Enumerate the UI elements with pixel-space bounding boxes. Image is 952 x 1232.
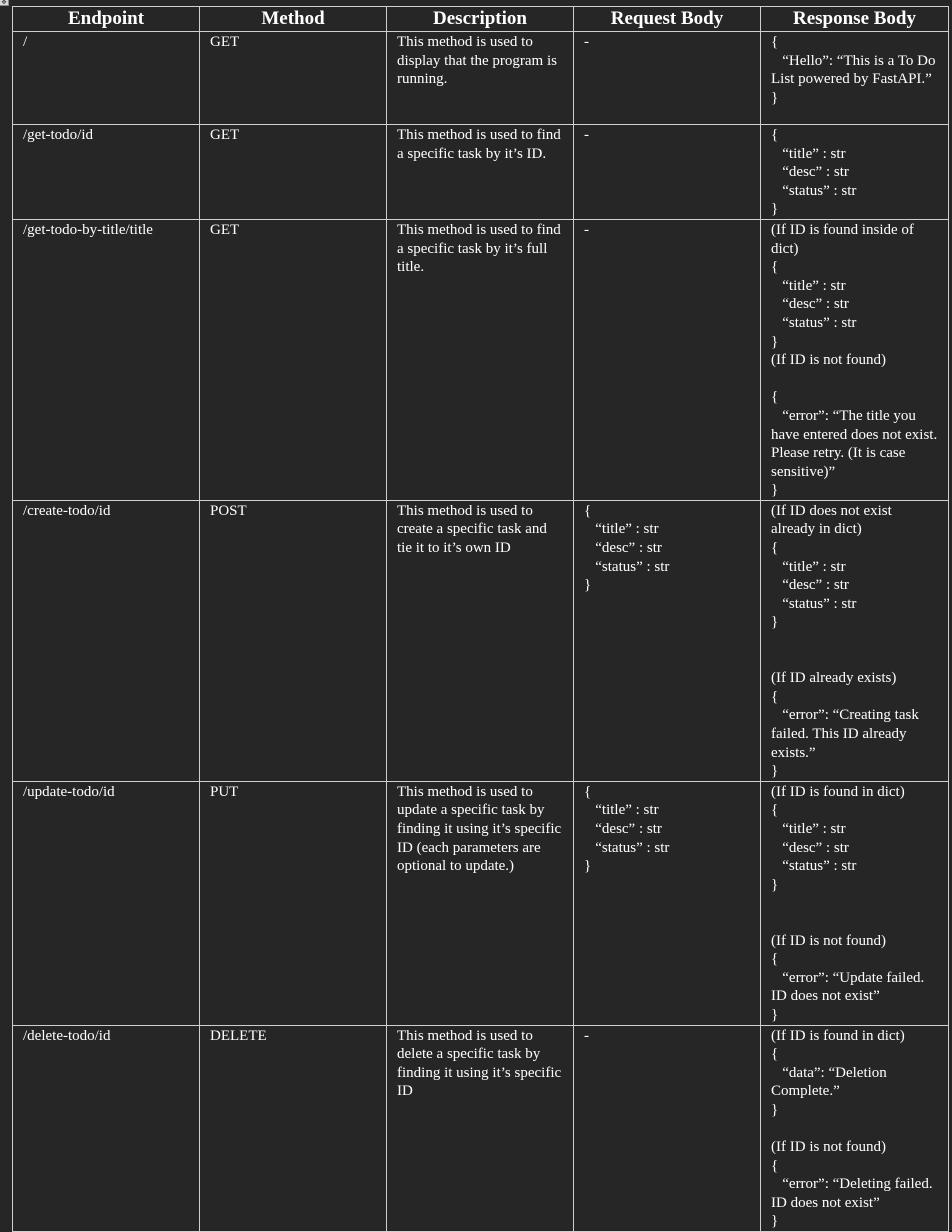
cell-response-body[interactable]: (If ID does not exist already in dict) { “title” : str “desc” : str “status” : str } (If ID already exists) { “error”: “Creating task failed. This ID already exists.” } <box>761 500 949 781</box>
cell-method[interactable]: PUT <box>200 781 387 1025</box>
table-row <box>13 125 949 220</box>
table-row <box>13 219 949 500</box>
header-endpoint: Endpoint <box>13 7 200 32</box>
header-response-body: Response Body <box>761 7 949 32</box>
cell-response-body[interactable]: (If ID is found in dict) { “title” : str “desc” : str “status” : str } (If ID is not found) { “error”: “Update failed. ID does not exist” } <box>761 781 949 1025</box>
cell-endpoint[interactable]: /create-todo/id <box>13 500 200 781</box>
cell-endpoint[interactable]: /get-todo-by-title/title <box>13 219 200 500</box>
table-row <box>13 500 949 781</box>
cell-response-body[interactable]: (If ID is found in dict) { “data”: “Deletion Complete.” } (If ID is not found) { “error”: “Deleting failed. ID does not exist” } <box>761 1025 949 1232</box>
table-move-handle[interactable]: ✥ <box>0 0 9 6</box>
table-row <box>13 781 949 1025</box>
header-method: Method <box>200 7 387 32</box>
api-endpoints-table <box>12 6 949 1232</box>
cell-response-body[interactable]: (If ID is found inside of dict) { “title” : str “desc” : str “status” : str } (If ID is not found) { “error”: “The title you have entered does not exist. Please retry. (It is case sensitive)” } <box>761 219 949 500</box>
cell-description[interactable]: This method is used to find a specific task by it’s full title. <box>387 219 574 500</box>
table-row <box>13 1025 949 1232</box>
cell-description[interactable]: This method is used to display that the program is running. <box>387 32 574 125</box>
cell-request-body[interactable]: - <box>574 219 761 500</box>
cell-response-body[interactable]: { “title” : str “desc” : str “status” : str } <box>761 125 949 220</box>
cell-method[interactable]: GET <box>200 32 387 125</box>
header-description: Description <box>387 7 574 32</box>
cell-description[interactable]: This method is used to create a specific task and tie it to it’s own ID <box>387 500 574 781</box>
cell-endpoint[interactable]: /delete-todo/id <box>13 1025 200 1232</box>
cell-description[interactable]: This method is used to find a specific task by it’s ID. <box>387 125 574 220</box>
cell-response-body[interactable]: { “Hello”: “This is a To Do List powered by FastAPI.” } <box>761 32 949 125</box>
cell-method[interactable]: DELETE <box>200 1025 387 1232</box>
table-row <box>13 32 949 125</box>
cell-endpoint[interactable]: /get-todo/id <box>13 125 200 220</box>
cell-request-body[interactable]: - <box>574 125 761 220</box>
table-header-row <box>13 7 949 32</box>
cell-description[interactable]: This method is used to delete a specific task by finding it using it’s specific ID <box>387 1025 574 1232</box>
header-request-body: Request Body <box>574 7 761 32</box>
cell-request-body[interactable]: - <box>574 1025 761 1232</box>
cell-endpoint[interactable]: /update-todo/id <box>13 781 200 1025</box>
cell-request-body[interactable]: - <box>574 32 761 125</box>
cell-request-body[interactable]: { “title” : str “desc” : str “status” : str } <box>574 781 761 1025</box>
cell-method[interactable]: GET <box>200 219 387 500</box>
cell-method[interactable]: POST <box>200 500 387 781</box>
cell-description[interactable]: This method is used to update a specific task by finding it using it’s specific ID (each parameters are optional to update.) <box>387 781 574 1025</box>
cell-request-body[interactable]: { “title” : str “desc” : str “status” : str } <box>574 500 761 781</box>
cell-method[interactable]: GET <box>200 125 387 220</box>
cell-endpoint[interactable]: / <box>13 32 200 125</box>
